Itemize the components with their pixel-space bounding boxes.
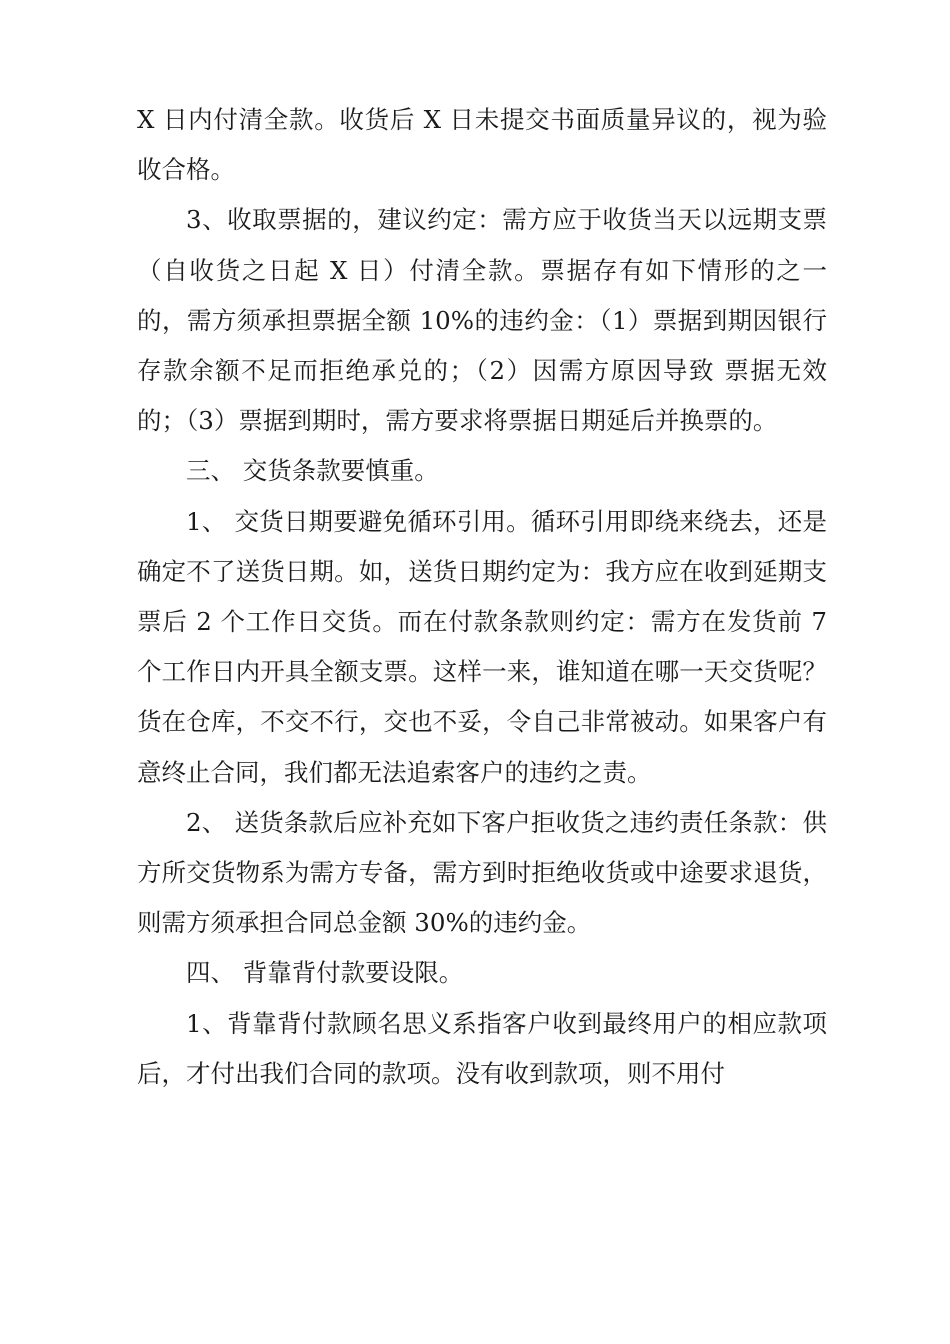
section-heading-3: 三、 交货条款要慎重。 [186, 456, 439, 486]
paragraph-continuation: X 日内付清全款。收货后 X 日未提交书面质量异议的，视为验收合格。 [137, 105, 827, 185]
section-heading-4: 四、 背靠背付款要设限。 [186, 958, 464, 988]
paragraph-delivery-2: 2、 送货条款后应补充如下客户拒收货之违约责任条款：供方所交货物系为需方专备，需方到时拒绝收货或中途要求退货，则需方须承担合同总金额 30%的违约金。 [137, 807, 827, 938]
paragraph-delivery-1: 1、 交货日期要避免循环引用。循环引用即绕来绕去，还是确定不了送货日期。如，送货日期约定为：我方应在收到延期支票后 2 个工作日交货。而在付款条款则约定：需方在发货前 7 个工作日内开具全额支票。这样一来，谁知道在哪一天交货呢？货在仓库，不交不行，交也不妥，令自己非常被动。如果客户有意终止合同，我们都无法追索客户的违约之责。 [137, 506, 827, 787]
paragraph-payment-1: 1、背靠背付款顾名思义系指客户收到最终用户的相应款项后，才付出我们合同的款项。没有收到款项，则不用付 [137, 1008, 827, 1088]
document-body [137, 95, 827, 1099]
paragraph-clause-3: 3、收取票据的，建议约定：需方应于收货当天以远期支票（自收货之日起 X 日）付清全款。票据存有如下情形的之一的，需方须承担票据全额 10%的违约金：（1）票据到期因银行存款余额不足而拒绝承兑的；（2）因需方原因导致 票据无效的；（3）票据到期时，需方要求将票据日期延后并换票的。 [137, 205, 827, 436]
